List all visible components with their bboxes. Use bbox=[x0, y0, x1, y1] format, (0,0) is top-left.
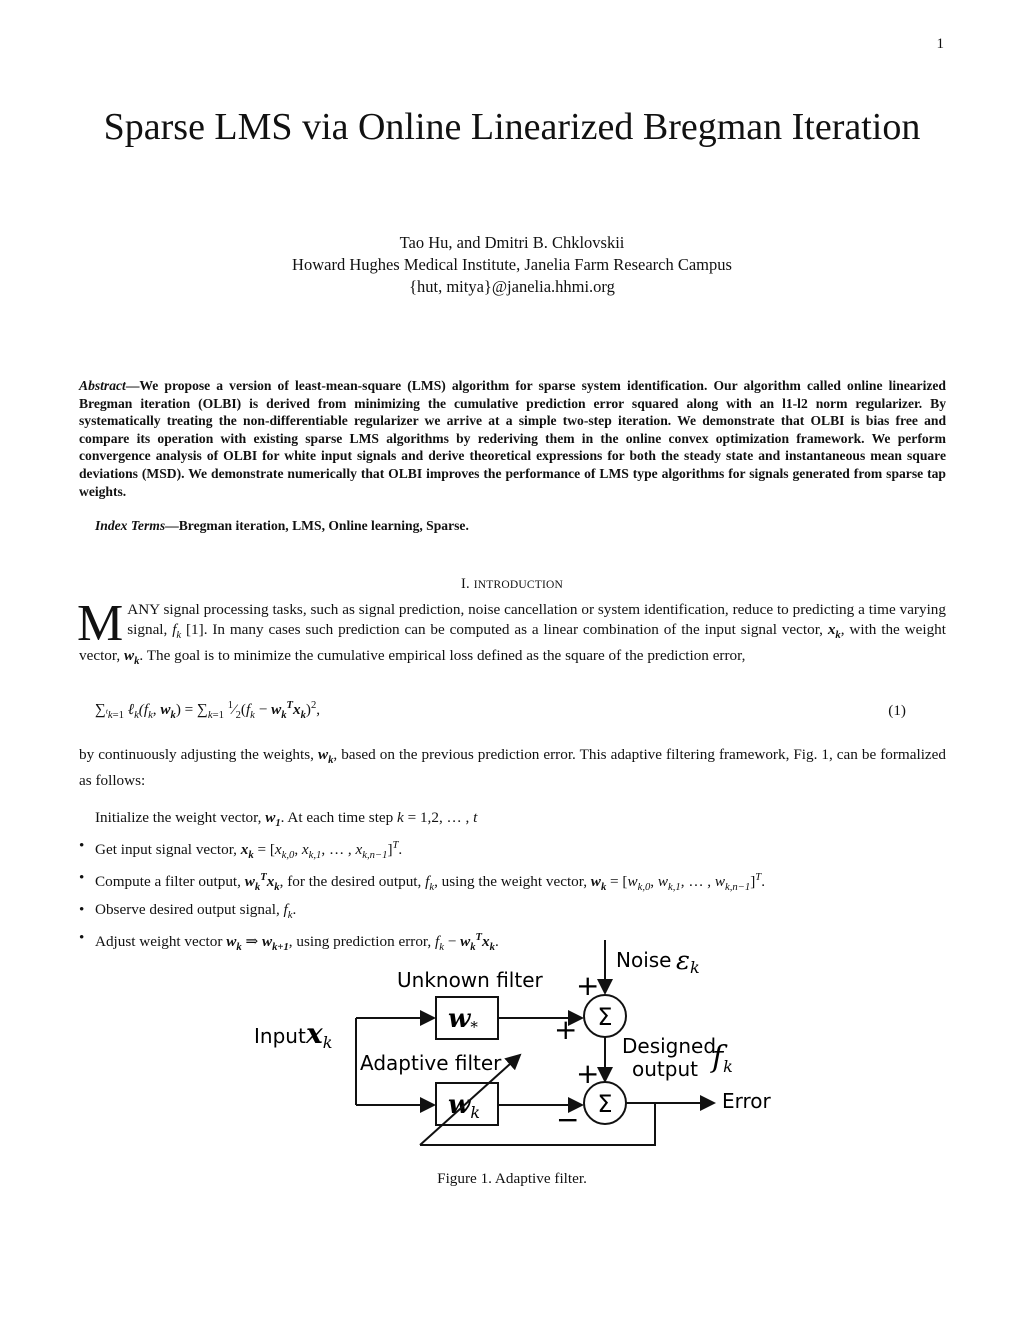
plus-sign: + bbox=[554, 1013, 578, 1046]
input-label: Input bbox=[254, 1024, 306, 1048]
math-xk: $x_k$ bbox=[827, 621, 841, 642]
input-symbol: xk bbox=[306, 1017, 333, 1052]
intro-paragraph bbox=[77, 595, 946, 672]
sum-symbol-1: Σ bbox=[597, 1003, 613, 1031]
math-wk-2: $w_k$ bbox=[317, 746, 334, 767]
list-item: • Get input signal vector, $x_k = [x_{k,0}$, $x_{k,1}$, … , $x_{k,n-1}]^T$. bbox=[95, 835, 765, 867]
author-block bbox=[80, 232, 944, 298]
paragraph-2 bbox=[79, 745, 946, 791]
designed-symbol: fk bbox=[712, 1040, 733, 1076]
init-step: Initialize the weight vector, $w_1$. At each time step k = 1,2, … , t bbox=[95, 809, 478, 830]
drop-cap: M bbox=[77, 595, 124, 652]
equation-1: $\sum_{^tk=1}$ $\ell_k(f_k$, $w_k) = \sum_{k=1}$ $^1⁄_2(f_k - w_k^Tx_k)^2$, bbox=[95, 700, 321, 722]
index-terms bbox=[95, 518, 469, 534]
p2-text-a: by continuously adjusting the weights, bbox=[79, 746, 318, 763]
p2-text-b: , based on the previous prediction error. This adaptive filtering framework, Fig. 1, can be formalized as follows: bbox=[79, 746, 946, 790]
adaptive-filter-label: Adaptive filter bbox=[360, 1051, 502, 1075]
minus-sign: − bbox=[556, 1103, 580, 1136]
author-affiliation: Howard Hughes Medical Institute, Janelia Farm Research Campus bbox=[292, 255, 732, 274]
abstract bbox=[79, 377, 946, 500]
author-names: Tao Hu, and Dmitri B. Chklovskii bbox=[399, 233, 625, 252]
noise-label: Noise bbox=[616, 948, 672, 972]
list-item: • Adjust weight vector $w_k$ ⇒ $w_{k+1}$, using prediction error, $f_k - w_k^Tx_k$. bbox=[95, 927, 765, 959]
paper-title: Sparse LMS via Online Linearized Bregman Iteration bbox=[103, 106, 921, 148]
intro-text-b: [1]. In many cases such prediction can be computed as a linear combination of the input signal vector, bbox=[181, 621, 828, 638]
list-item: • Observe desired output signal, $f_k$. bbox=[95, 899, 765, 927]
section-heading bbox=[80, 576, 944, 593]
designed-label-2: output bbox=[632, 1057, 698, 1081]
unknown-filter-label: Unknown filter bbox=[397, 968, 543, 992]
w-k: wk bbox=[448, 1090, 481, 1122]
plus-sign: + bbox=[576, 1057, 600, 1090]
page-number: 1 bbox=[936, 36, 944, 52]
plus-sign: + bbox=[576, 969, 600, 1002]
math-fk: $f_k$ bbox=[172, 621, 182, 642]
intro-text-c: , with the weight vector, bbox=[79, 621, 946, 665]
adaptive-filter-diagram bbox=[240, 935, 800, 1165]
figure-caption: Figure 1. Adaptive filter. bbox=[437, 1170, 587, 1187]
math-wk: $w_k$ bbox=[123, 647, 140, 668]
intro-text-a: ANY signal processing tasks, such as signal prediction, noise cancellation or system identification, reduce to predicting a time varying signal, bbox=[127, 601, 946, 638]
equation-number: (1) bbox=[888, 702, 906, 719]
sum-symbol-2: Σ bbox=[597, 1090, 613, 1118]
index-terms-text: —Bregman iteration, LMS, Online learning, Sparse. bbox=[165, 518, 469, 533]
list-item: • Compute a filter output, $w_k^Tx_k$, for the desired output, $f_k$, using the weight vector, $w_k = [w_{k,0}$, $w_{k,1}$, … , $w_{k,n-1}]^T$. bbox=[95, 867, 765, 899]
error-label: Error bbox=[722, 1089, 771, 1113]
section-title: INTRODUCTION bbox=[473, 579, 563, 591]
abstract-text: —We propose a version of least-mean-square (LMS) algorithm for sparse system identification. Our algorithm called online linearized Bregman iteration (OLBI) is derived from minimizing the cumulative prediction error squared along with an l1-l2 norm regularizer. By systematically treating the non-differentiable regularizer we arrive at a simple two-step iteration. We demonstrate that OLBI is bias free and compare its operation with existing sparse LMS algorithms by rederiving them in the online convex optimization framework. We perform convergence analysis of OLBI for white input signals and derive theoretical expressions for both the steady state and instantaneous mean square deviations (MSD). We demonstrate numerically that OLBI improves the performance of LMS type algorithms for signals generated from sparse tap weights. bbox=[79, 378, 946, 499]
author-email: {hut, mitya}@janelia.hhmi.org bbox=[409, 277, 615, 296]
index-terms-label: Index Terms bbox=[95, 518, 166, 533]
section-number: I. bbox=[461, 576, 470, 592]
intro-text-d: . The goal is to minimize the cumulative empirical loss defined as the square of the prediction error, bbox=[139, 647, 746, 665]
w-star: w* bbox=[448, 1004, 478, 1036]
abstract-label: Abstract bbox=[79, 378, 126, 393]
noise-symbol: εk bbox=[676, 946, 700, 977]
designed-label-1: Designed bbox=[622, 1034, 717, 1058]
